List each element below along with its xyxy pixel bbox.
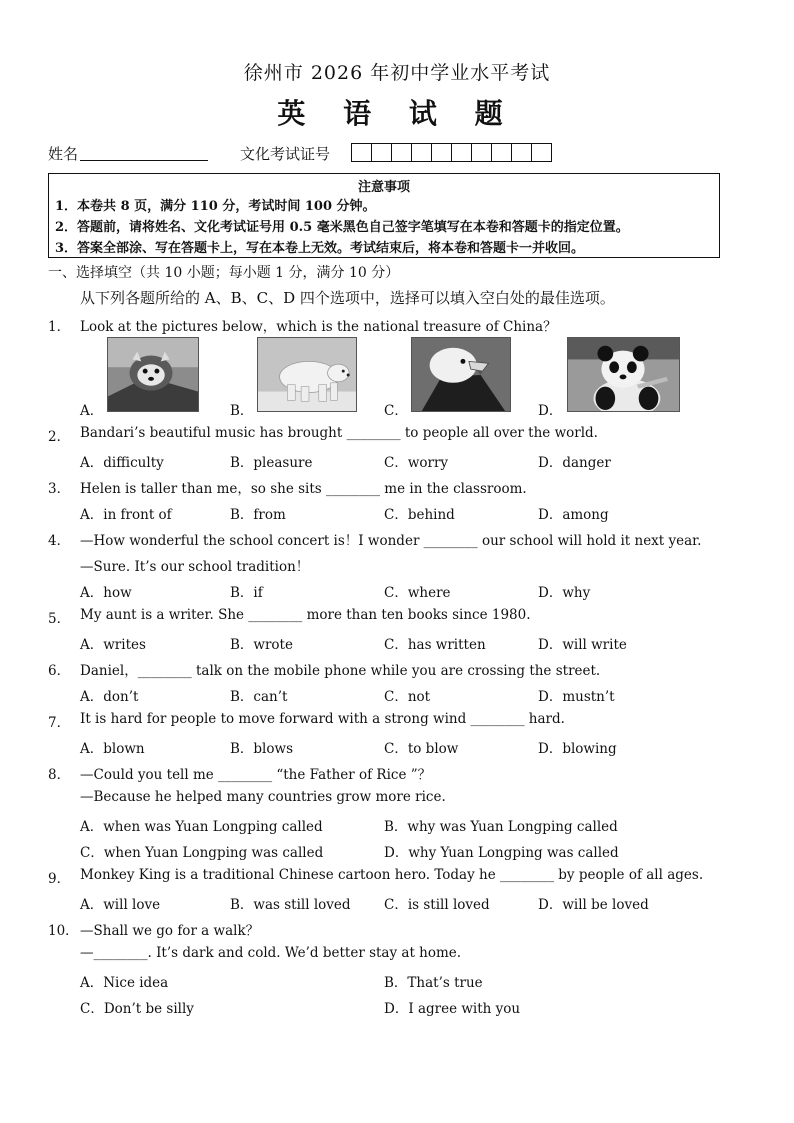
id-box[interactable] (451, 143, 472, 162)
id-number-boxes[interactable] (351, 143, 551, 162)
option-b[interactable]: B．was still loved (230, 897, 351, 913)
id-box[interactable] (391, 143, 412, 162)
question-number: 8． (48, 767, 71, 783)
question-text: My aunt is a writer. She ________ more than ten books since 1980. (80, 607, 531, 623)
section-instruction: 从下列各题所给的 A、B、C、D 四个选项中，选择可以填入空白处的最佳选项。 (80, 289, 615, 307)
option-b[interactable]: B．if (230, 585, 263, 601)
id-box[interactable] (371, 143, 392, 162)
option-b[interactable]: B．from (230, 507, 286, 523)
id-box[interactable] (491, 143, 512, 162)
option-d[interactable]: D．will be loved (538, 897, 649, 913)
exam-title: 徐州市 2026 年初中学业水平考试 (243, 62, 551, 84)
question-text: —Shall we go for a walk？ (80, 923, 260, 939)
id-box[interactable] (351, 143, 372, 162)
name-label: 姓名 (48, 145, 79, 163)
question-number: 9． (48, 871, 71, 887)
question-text: —________. It’s dark and cold. We’d better stay at home. (80, 945, 462, 961)
option-a[interactable]: A．in front of (80, 507, 172, 523)
option-d[interactable]: D． (538, 403, 563, 419)
option-c[interactable]: C．Don’t be silly (80, 1001, 194, 1017)
id-box[interactable] (411, 143, 432, 162)
question-text: Helen is taller than me，so she sits ________ me in the classroom. (80, 481, 527, 497)
question-text: Bandari’s beautiful music has brought ________ to people all over the world. (80, 425, 598, 441)
notice-box (48, 173, 720, 258)
question-text: —Could you tell me ________ “the Father of Rice ”？ (80, 767, 432, 783)
option-b[interactable]: B．wrote (230, 637, 293, 653)
option-c[interactable]: C． (384, 403, 408, 419)
question-text: It is hard for people to move forward with a strong wind ________ hard. (80, 711, 565, 727)
notice-line-3: 3．答案全部涂、写在答题卡上，写在本卷上无效。考试结束后，将本卷和答题卡一并收回。 (55, 241, 585, 256)
option-a[interactable]: A．blown (80, 741, 145, 757)
option-d[interactable]: D．why (538, 585, 591, 601)
question-number: 6． (48, 663, 71, 679)
giant-panda-photo (567, 337, 680, 412)
option-c[interactable]: C．to blow (384, 741, 459, 757)
red-panda-photo (107, 337, 199, 412)
option-c[interactable]: C．worry (384, 455, 449, 471)
option-a[interactable]: A．don’t (80, 689, 139, 705)
option-b[interactable]: B．why was Yuan Longping called (384, 819, 618, 835)
option-d[interactable]: D．I agree with you (384, 1001, 521, 1017)
question-text: Daniel，________ talk on the mobile phone while you are crossing the street. (80, 663, 601, 679)
option-d[interactable]: D．blowing (538, 741, 617, 757)
option-c[interactable]: C．has written (384, 637, 486, 653)
option-a[interactable]: A．when was Yuan Longping called (80, 819, 323, 835)
question-text: —Sure. It’s our school tradition！ (80, 559, 310, 575)
id-label: 文化考试证号 (240, 145, 331, 163)
option-a[interactable]: A．writes (80, 637, 146, 653)
question-number: 10． (48, 923, 79, 939)
question-number: 3． (48, 481, 71, 497)
question-number: 5． (48, 611, 71, 627)
option-c[interactable]: C．when Yuan Longping was called (80, 845, 324, 861)
option-a[interactable]: A．will love (80, 897, 161, 913)
question-number: 7． (48, 715, 71, 731)
option-b[interactable]: B．can’t (230, 689, 288, 705)
option-a[interactable]: A．Nice idea (80, 975, 169, 991)
option-b[interactable]: B．That’s true (384, 975, 483, 991)
option-a[interactable]: A． (80, 403, 104, 419)
question-number: 1． (48, 319, 71, 335)
option-c[interactable]: C．not (384, 689, 431, 705)
option-d[interactable]: D．danger (538, 455, 611, 471)
option-b[interactable]: B．blows (230, 741, 293, 757)
subject-title: 英 语 试 题 (277, 97, 517, 130)
id-box[interactable] (431, 143, 452, 162)
option-b[interactable]: B． (230, 403, 254, 419)
id-box[interactable] (471, 143, 492, 162)
question-number: 2． (48, 429, 71, 445)
question-text: —How wonderful the school concert is！I wonder ________ our school will hold it next year. (80, 533, 702, 549)
notice-title: 注意事项 (357, 180, 410, 195)
id-box[interactable] (511, 143, 532, 162)
option-d[interactable]: D．will write (538, 637, 627, 653)
question-text: —Because he helped many countries grow more rice. (80, 789, 446, 805)
option-c[interactable]: C．behind (384, 507, 455, 523)
option-d[interactable]: D．why Yuan Longping was called (384, 845, 619, 861)
option-a[interactable]: A．how (80, 585, 132, 601)
option-d[interactable]: D．mustn’t (538, 689, 615, 705)
notice-line-2: 2．答题前，请将姓名、文化考试证号用 0.5 毫米黑色自己签字笔填写在本卷和答题卡的指定位置。 (55, 220, 629, 235)
option-d[interactable]: D．among (538, 507, 609, 523)
option-c[interactable]: C．is still loved (384, 897, 490, 913)
notice-line-1: 1．本卷共 8 页，满分 110 分，考试时间 100 分钟。 (55, 199, 376, 214)
question-text: Monkey King is a traditional Chinese cartoon hero. Today he ________ by people of all ages. (80, 867, 704, 883)
option-a[interactable]: A．difficulty (80, 455, 164, 471)
question-text: Look at the pictures below，which is the national treasure of China？ (80, 319, 557, 335)
name-field[interactable] (80, 160, 208, 161)
id-box[interactable] (531, 143, 552, 162)
option-b[interactable]: B．pleasure (230, 455, 313, 471)
bald-eagle-photo (411, 337, 511, 412)
question-number: 4． (48, 533, 71, 549)
polar-bear-photo (257, 337, 357, 412)
section-heading: 一、选择填空（共 10 小题；每小题 1 分，满分 10 分） (48, 265, 400, 281)
option-c[interactable]: C．where (384, 585, 451, 601)
